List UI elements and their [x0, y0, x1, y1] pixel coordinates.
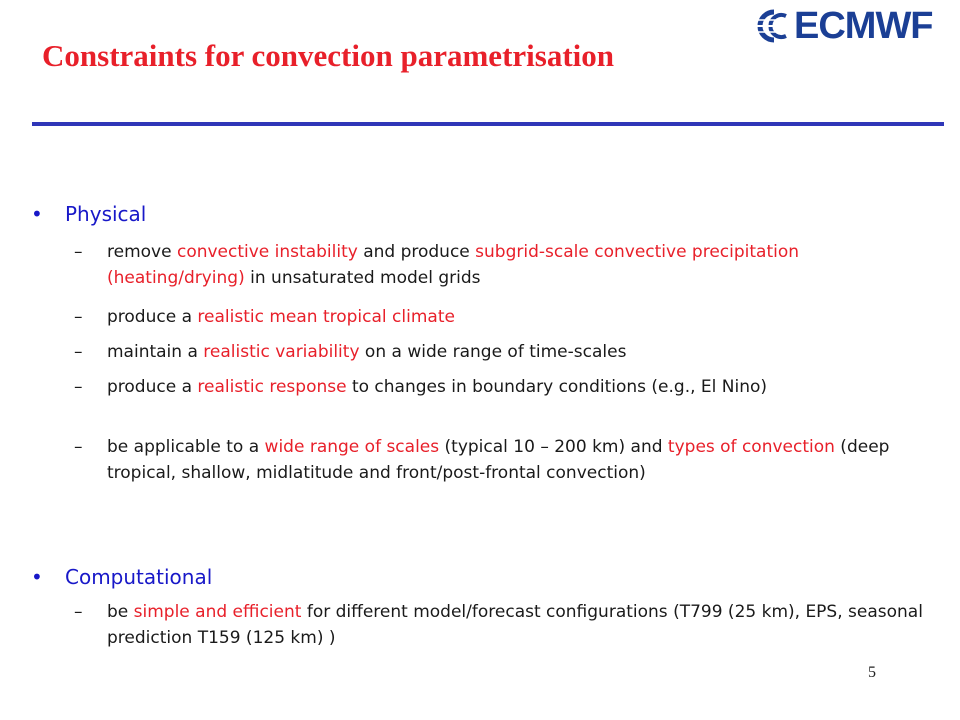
list-item — [74, 340, 927, 366]
item-text: in unsaturated model grids — [244, 267, 481, 288]
list-item — [74, 305, 927, 331]
logo-wordmark: ECMWF — [794, 5, 933, 47]
section-heading: Physical — [65, 202, 147, 226]
title-underline — [32, 122, 944, 126]
item-text: (typical 10 – 200 km) and — [439, 437, 668, 457]
section-heading: Computational — [65, 565, 213, 589]
highlighted-text: wide range of scales — [264, 437, 440, 457]
list-dash: – — [74, 307, 83, 327]
item-text: remove — [107, 242, 177, 262]
ecmwf-swirl-icon — [744, 6, 796, 46]
highlighted-text: types of convection — [667, 437, 835, 457]
item-text: be — [107, 602, 134, 622]
highlighted-text: simple and efficient — [133, 602, 302, 622]
list-item — [74, 600, 927, 651]
highlighted-text: realistic response — [197, 377, 347, 397]
section-computational — [31, 565, 213, 589]
page-number: 5 — [868, 664, 876, 681]
item-text: on a wide range of time-scales — [359, 342, 627, 362]
item-text: to changes in boundary conditions (e.g., El Nino) — [346, 377, 768, 397]
bullet-dot: • — [31, 565, 43, 589]
item-text: maintain a — [107, 342, 204, 362]
item-text: for different model/forecast configurations (T799 (25 km), EPS, seasonal prediction T159 (125 km) ) — [107, 602, 923, 648]
list-dash: – — [74, 342, 83, 362]
list-dash: – — [74, 437, 83, 457]
item-text: be applicable to a — [107, 437, 265, 457]
ecmwf-logo — [744, 6, 958, 46]
list-item — [74, 240, 927, 291]
list-dash: – — [74, 242, 83, 262]
bullet-dot: • — [31, 202, 43, 226]
item-text: produce a — [107, 307, 198, 327]
item-text: and produce — [357, 242, 476, 262]
list-item — [74, 435, 927, 486]
item-text: produce a — [107, 377, 198, 397]
highlighted-text: subgrid-scale convective precipitation (heating/drying) — [107, 242, 800, 288]
section-physical — [31, 202, 147, 226]
highlighted-text: convective instability — [176, 242, 358, 262]
list-dash: – — [74, 377, 83, 397]
slide-title: Constraints for convection parametrisation — [42, 38, 615, 73]
list-dash: – — [74, 602, 83, 622]
highlighted-text: realistic variability — [203, 342, 360, 362]
item-text: (deep tropical, shallow, midlatitude and front/post-frontal convection) — [107, 437, 890, 483]
list-item — [74, 375, 927, 401]
highlighted-text: realistic mean tropical climate — [197, 307, 455, 327]
